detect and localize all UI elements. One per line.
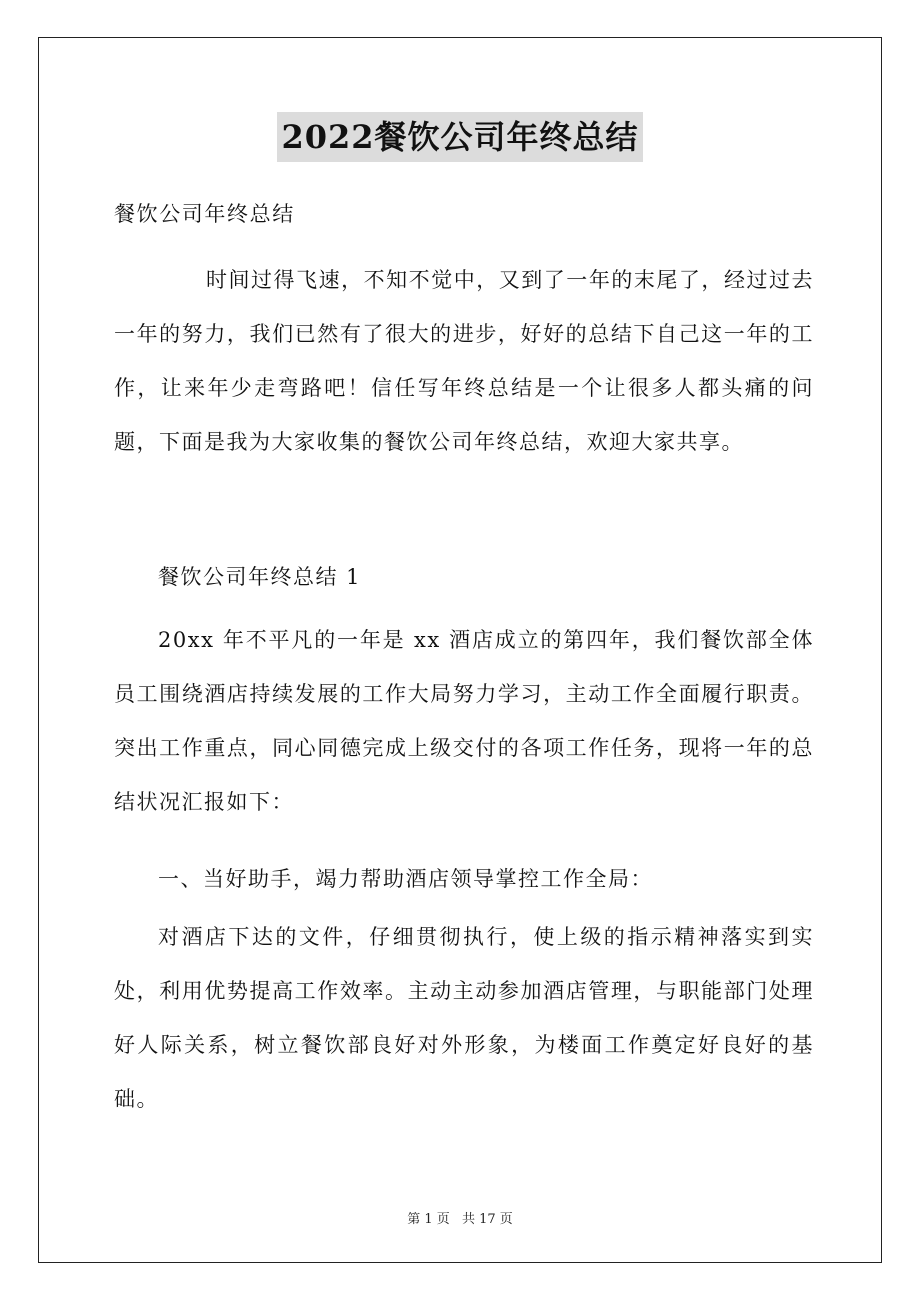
title-container (0, 112, 920, 162)
section-heading: 餐饮公司年终总结 1 (158, 565, 362, 589)
page-total: 共 17 页 (461, 1212, 513, 1227)
body-paragraph-1: 20xx 年不平凡的一年是 xx 酒店成立的第四年，我们餐饮部全体员工围绕酒店持续发展的工作大局努力学习，主动工作全面履行职责。突出工作重点，同心同德完成上级交付的各项工作任务，现将一年的总结状况汇报如下： (114, 628, 814, 814)
body-paragraph-2: 对酒店下达的文件，仔细贯彻执行，使上级的指示精神落实到实处，利用优势提高工作效率。主动主动参加酒店管理，与职能部门处理好人际关系，树立餐饮部良好对外形象，为楼面工作奠定好良好的基础。 (114, 925, 814, 1111)
intro-paragraph: 时间过得飞速，不知不觉中，又到了一年的末尾了，经过过去一年的努力，我们已然有了很大的进步，好好的总结下自己这一年的工作，让来年少走弯路吧！信任写年终总结是一个让很多人都头痛的问题，下面是我为大家收集的餐饮公司年终总结，欢迎大家共享。 (114, 268, 814, 454)
document-title: 2022餐饮公司年终总结 (277, 112, 642, 162)
document-subtitle: 餐饮公司年终总结 (114, 202, 295, 226)
page-footer (0, 1208, 920, 1227)
point-heading: 一、当好助手，竭力帮助酒店领导掌控工作全局： (158, 867, 653, 891)
page-number: 第 1 页 (407, 1212, 450, 1227)
